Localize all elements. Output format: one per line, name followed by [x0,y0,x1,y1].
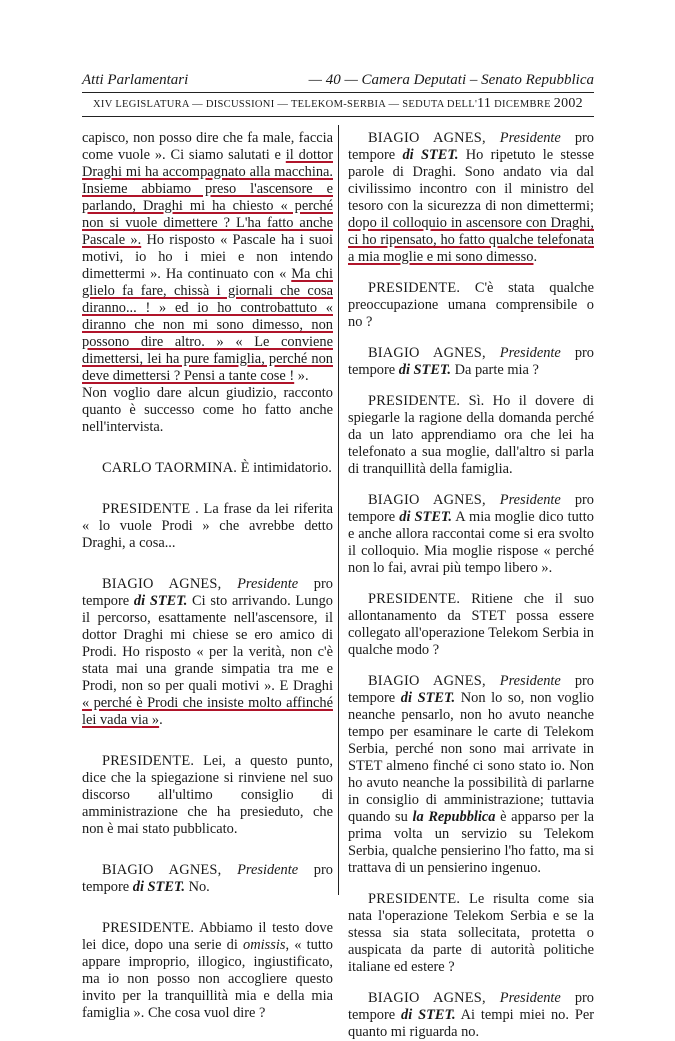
right-para-1 [348,130,594,266]
omissis: omissis [243,937,286,953]
text: Da parte mia ? [451,362,539,378]
left-para-6 [82,862,333,896]
text: Ho risposto « Pascale ha i suoi motivi, io ho i miei e non intendo dimettermi ». Ha continuato con « [82,232,334,282]
left-para-1-tail: Non voglio dare alcun giudizio, racconto quanto è successo come ho fatto anche nell'intervista. [82,385,333,435]
highlighted-text: il dottor Draghi mi ha accompagnato alla macchina. Insieme abbiamo preso l'ascensore e parlando, Draghi mi ha chiesto « perché non si vuole dimettere ? L'ha fatto anche Pascale ». [82,147,333,248]
text: pro tempore [348,990,594,1023]
left-para-3 [82,501,333,552]
subheader-year: 2002 [553,96,583,111]
text: . [533,249,538,265]
highlighted-text: Ma chi glielo fa fare, chissà i giornali che cosa diranno... ! » ed io ho controbattuto « diranno che non mi sono dimesso, non possono dire altro. » « Le conviene dimettersi, lei ha pure famiglia, perché non deve dimettersi ? Pensi a tante cose ! [82,266,333,384]
subheader-day: 11 [477,96,492,111]
left-para-1 [82,130,333,385]
page-header [82,72,594,92]
right-para-7 [348,673,594,877]
role: Presidente [221,576,299,592]
text: Non lo so, non voglio neanche pensarlo, non ho avuto neanche tempo per esaminare le carte di Telekom Serbia, perché non sono mai arrivate in STET almeno finché ci sono stato io. Non ho avuto neanche la possibilità di parlarne in consiglio di amministrazione; tuttavia quando su [348,690,595,825]
org: di STET. [133,593,188,609]
header-title: Atti Parlamentari [82,72,189,88]
org: di STET. [400,690,456,706]
speaker: PRESIDENTE. [102,753,195,769]
subheader-month: DICEMBRE [491,99,554,110]
role: Presidente [485,990,561,1006]
right-column [348,130,594,1041]
column-separator [338,125,339,895]
org: di STET. [399,509,452,525]
speaker: BIAGIO AGNES, [368,130,486,146]
text: pro tempore [348,130,594,163]
text: pro tempore [348,673,594,706]
speaker: PRESIDENTE. [368,280,461,296]
text: pro tempore [82,576,333,609]
text: Ho ripetuto le stesse parole di Draghi. Sono andato via dal civilissimo incontro con il ministro del tesoro con la sicurezza di non dimettermi; [348,147,594,214]
left-para-2 [82,460,333,477]
org: di STET. [132,879,185,895]
role: Presidente [485,492,561,508]
right-para-3 [348,345,594,379]
text: Abbiamo il testo dove lei dice, dopo una serie di [82,920,333,953]
speaker: PRESIDENTE. [368,591,461,607]
speaker: BIAGIO AGNES, [102,576,222,592]
right-para-2 [348,280,594,331]
role: Presidente [485,673,561,689]
text: pro tempore [82,862,333,895]
left-column [82,130,333,1022]
text: È intimidatorio. [237,460,332,476]
left-para-4 [82,576,333,729]
speaker: CARLO TAORMINA. [102,460,238,476]
header-rule-bottom [82,116,594,117]
right-para-4 [348,393,594,478]
text: pro tempore [348,345,594,378]
highlighted-text: « perché è Prodi che insiste molto affinché lei vada via » [82,695,333,728]
text: No. [185,879,210,895]
org: di STET. [398,362,451,378]
role: Presidente [221,862,299,878]
org: di STET. [401,1007,456,1023]
text: . La frase da lei riferita « lo vuole Prodi » che avrebbe detto Draghi, a cosa... [82,501,333,551]
text: Sì. Ho il dovere di spiegarle la ragione della domanda perché da un lato apprendiamo ora che lei ha telefonato a sua moglie, dall'altro si parla di tranquillità della famiglia. [348,393,594,477]
speaker: PRESIDENTE. [368,393,461,409]
header-rule-top [82,92,594,93]
newspaper-name: la Repubblica [412,809,496,825]
right-para-8 [348,891,594,976]
speaker: BIAGIO AGNES, [368,492,486,508]
text: . [159,712,163,728]
right-para-5 [348,492,594,577]
highlighted-text: dopo il colloquio in ascensore con Draghi, ci ho ripensato, ho fatto qualche telefonata a mia moglie e mi sono dimesso [348,215,594,265]
left-para-7 [82,920,333,1022]
speaker: PRESIDENTE. [368,891,461,907]
text: Ai tempi miei no. Per quanto mi riguarda no. [348,1007,595,1040]
text: Lei, a questo punto, dice che la spiegazione si rinviene nel suo discorso all'ultimo consiglio di amministrazione che ha presieduto, che non è mai stato pubblicato. [82,753,333,837]
speaker: PRESIDENTE [102,501,191,517]
text: , « tutto appare improprio, illogico, ingiustificato, ma io non posso non accogliere questo invito per la tranquillità mia e della mia famiglia ». Che cosa vuol dire ? [82,937,334,1021]
left-para-5 [82,753,333,838]
role: Presidente [485,130,561,146]
speaker: PRESIDENTE. [102,920,195,936]
text: Le risulta come sia nata l'operazione Telekom Serbia e se la stessa sia stata sollecitata, protetta o auspicata da parte di autorità politiche italiane ed estere ? [348,891,594,975]
text: è apparso per la prima volta un servizio su Telekom Serbia, qualche pensierino l'ho fatto, ma si trattava di un pensierino ingenuo. [348,809,594,876]
text: capisco, non posso dire che fa male, faccia come vuole ». Ci siamo salutati e [82,130,333,163]
speaker: BIAGIO AGNES, [102,862,222,878]
text: C'è stata qualche preoccupazione umana comprensibile o no ? [348,280,594,330]
org: di STET. [402,147,459,163]
speaker: BIAGIO AGNES, [368,990,486,1006]
session-subheader [82,96,594,112]
speaker: BIAGIO AGNES, [368,673,486,689]
subheader-prefix: XIV LEGISLATURA — DISCUSSIONI — TELEKOM-SERBIA — SEDUTA DELL' [93,99,478,110]
text: Ritiene che il suo allontanamento da STET possa essere collegato all'operazione Telekom Serbia in qualche modo ? [348,591,594,658]
text: pro tempore [348,492,594,525]
right-para-6 [348,591,594,659]
right-para-9 [348,990,594,1041]
speaker: BIAGIO AGNES, [368,345,486,361]
text: ». [294,368,309,384]
text: A mia moglie dico tutto e anche allora raccontai come si era svolto il colloquio. Mia moglie rispose « perché non lo fai, avrai più tempo libero ». [348,509,594,576]
header-page-info: — 40 — Camera Deputati – Senato Repubblica [308,72,594,88]
text: Ci sto arrivando. Lungo il percorso, esattamente nell'ascensore, il dottor Draghi mi chiese se ero amico di Prodi. Ho risposto « per la verità, non c'è stata mai una grande simpatia tra me e Prodi, non so per quali motivi ». E Draghi [82,593,334,694]
role: Presidente [485,345,561,361]
